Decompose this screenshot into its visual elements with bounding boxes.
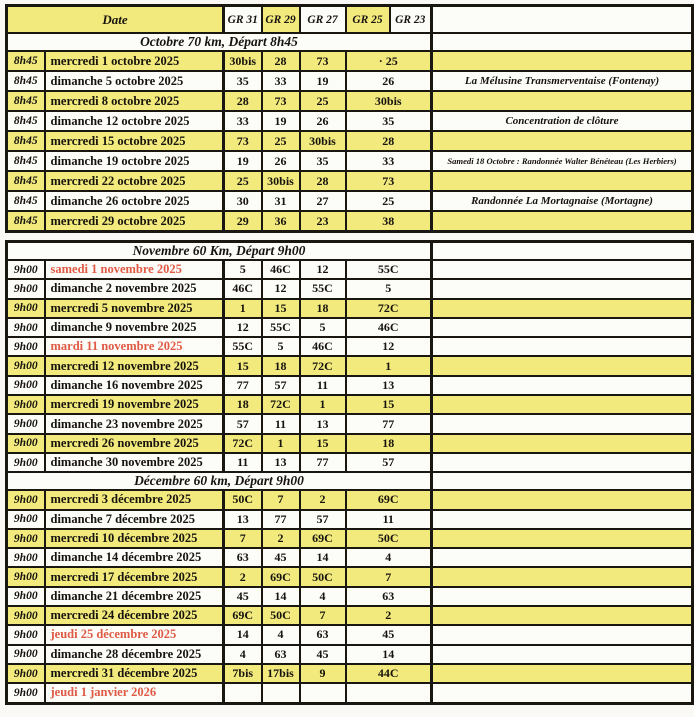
- gr27-value-cell: 72C: [300, 356, 346, 375]
- time-cell: 9h00: [7, 318, 45, 337]
- date-cell: jeudi 1 janvier 2026: [45, 683, 224, 703]
- date-cell: mercredi 29 octobre 2025: [45, 211, 224, 232]
- time-cell: 8h45: [7, 51, 45, 71]
- gr31-value-cell: 72C: [224, 434, 262, 453]
- gr27-value-cell: 19: [300, 71, 346, 91]
- date-cell: mercredi 15 octobre 2025: [45, 131, 224, 151]
- note-cell: [432, 376, 693, 395]
- gr25-23-merged-value-cell: 46C: [346, 318, 432, 337]
- gr29-column-header: GR 29: [262, 6, 300, 34]
- date-cell: mercredi 1 octobre 2025: [45, 51, 224, 71]
- gr29-value-cell: 14: [262, 587, 300, 606]
- gr25-23-merged-value-cell: 33: [346, 151, 432, 171]
- gr27-value-cell: 9: [300, 664, 346, 683]
- schedule-row: [7, 376, 693, 395]
- note-cell: [432, 337, 693, 356]
- schedule-row: [7, 211, 693, 232]
- date-cell: mercredi 26 novembre 2025: [45, 434, 224, 453]
- time-cell: 8h45: [7, 91, 45, 111]
- schedule-row: [7, 434, 693, 453]
- time-cell: 9h00: [7, 260, 45, 279]
- gr31-value-cell: 7bis: [224, 664, 262, 683]
- date-cell: dimanche 26 octobre 2025: [45, 191, 224, 211]
- gr31-value-cell: 77: [224, 376, 262, 395]
- gr29-value-cell: 31: [262, 191, 300, 211]
- gr27-value-cell: 35: [300, 151, 346, 171]
- gr27-value-cell: [300, 683, 346, 703]
- time-cell: 9h00: [7, 587, 45, 606]
- gr29-value-cell: 25: [262, 131, 300, 151]
- date-cell: dimanche 5 octobre 2025: [45, 71, 224, 91]
- schedule-row: [7, 414, 693, 433]
- schedule-row: [7, 318, 693, 337]
- gr29-value-cell: 13: [262, 453, 300, 472]
- note-cell: [432, 625, 693, 644]
- gr25-column-header: GR 25: [346, 6, 390, 34]
- note-cell: [432, 414, 693, 433]
- date-cell: dimanche 12 octobre 2025: [45, 111, 224, 131]
- gr29-value-cell: 30bis: [262, 171, 300, 191]
- time-cell: 8h45: [7, 151, 45, 171]
- time-cell: 9h00: [7, 625, 45, 644]
- date-cell: dimanche 9 novembre 2025: [45, 318, 224, 337]
- gr31-value-cell: 73: [224, 131, 262, 151]
- schedule-row: [7, 51, 693, 71]
- gr29-value-cell: 45: [262, 548, 300, 567]
- gr31-value-cell: 25: [224, 171, 262, 191]
- time-cell: 8h45: [7, 71, 45, 91]
- gr27-value-cell: 45: [300, 645, 346, 664]
- gr27-value-cell: 63: [300, 625, 346, 644]
- note-cell: [432, 131, 693, 151]
- gr23-column-header: GR 23: [390, 6, 432, 34]
- gr25-23-merged-value-cell: 57: [346, 453, 432, 472]
- note-cell: [432, 91, 693, 111]
- gr25-23-merged-value-cell: 28: [346, 131, 432, 151]
- gr25-23-merged-value-cell: 4: [346, 548, 432, 567]
- gr29-value-cell: 50C: [262, 606, 300, 625]
- time-cell: 9h00: [7, 434, 45, 453]
- date-cell: dimanche 2 novembre 2025: [45, 279, 224, 298]
- note-cell: [432, 548, 693, 567]
- gr25-23-merged-value-cell: 11: [346, 510, 432, 529]
- gr29-value-cell: 46C: [262, 260, 300, 279]
- gr27-value-cell: 50C: [300, 567, 346, 586]
- gr29-value-cell: 7: [262, 490, 300, 509]
- schedule-row: [7, 71, 693, 91]
- note-cell: La Mélusine Transmerventaise (Fontenay): [432, 71, 693, 91]
- gr31-value-cell: 35: [224, 71, 262, 91]
- note-cell: Concentration de clôture: [432, 111, 693, 131]
- column-header-row: [7, 6, 693, 34]
- gr27-value-cell: 30bis: [300, 131, 346, 151]
- time-cell: 9h00: [7, 606, 45, 625]
- schedule-table-nov-dec: [5, 240, 694, 705]
- date-column-header: Date: [7, 6, 224, 34]
- gr27-value-cell: 25: [300, 91, 346, 111]
- date-cell: dimanche 19 octobre 2025: [45, 151, 224, 171]
- gr29-value-cell: 12: [262, 279, 300, 298]
- schedule-row: [7, 453, 693, 472]
- note-cell: [432, 664, 693, 683]
- note-cell: [432, 453, 693, 472]
- gr27-value-cell: 26: [300, 111, 346, 131]
- gr29-value-cell: 36: [262, 211, 300, 232]
- gr31-value-cell: 28: [224, 91, 262, 111]
- gr27-value-cell: 77: [300, 453, 346, 472]
- gr31-value-cell: 11: [224, 453, 262, 472]
- gr31-value-cell: 14: [224, 625, 262, 644]
- section-title: Décembre 60 km, Départ 9h00: [7, 472, 432, 490]
- gr27-value-cell: 1: [300, 395, 346, 414]
- section-header-row: [7, 33, 693, 51]
- schedule-row: [7, 356, 693, 375]
- time-cell: 8h45: [7, 131, 45, 151]
- schedule-row: [7, 587, 693, 606]
- gr29-value-cell: 18: [262, 356, 300, 375]
- gr25-23-merged-value-cell: 7: [346, 567, 432, 586]
- note-cell: [432, 395, 693, 414]
- date-cell: dimanche 21 décembre 2025: [45, 587, 224, 606]
- gr31-value-cell: 63: [224, 548, 262, 567]
- schedule-row: [7, 91, 693, 111]
- time-cell: 9h00: [7, 510, 45, 529]
- note-cell: [432, 318, 693, 337]
- gr27-value-cell: 5: [300, 318, 346, 337]
- gr29-value-cell: 28: [262, 51, 300, 71]
- schedule-row: [7, 151, 693, 171]
- date-cell: mercredi 10 décembre 2025: [45, 529, 224, 548]
- note-cell: Samedi 18 Octobre : Randonnée Walter Bénéteau (Les Herbiers): [432, 151, 693, 171]
- date-cell: mercredi 17 décembre 2025: [45, 567, 224, 586]
- gr31-value-cell: 12: [224, 318, 262, 337]
- note-cell: [432, 171, 693, 191]
- gr25-23-merged-value-cell: 25: [346, 191, 432, 211]
- gr25-23-merged-value-cell: 13: [346, 376, 432, 395]
- gr27-value-cell: 7: [300, 606, 346, 625]
- gr31-value-cell: 50C: [224, 490, 262, 509]
- date-cell: dimanche 7 décembre 2025: [45, 510, 224, 529]
- time-cell: 9h00: [7, 548, 45, 567]
- time-cell: 9h00: [7, 356, 45, 375]
- schedule-table-october: [5, 4, 694, 233]
- note-cell: [432, 606, 693, 625]
- date-cell: mercredi 24 décembre 2025: [45, 606, 224, 625]
- gr27-value-cell: 28: [300, 171, 346, 191]
- gr29-value-cell: 5: [262, 337, 300, 356]
- gr29-value-cell: 77: [262, 510, 300, 529]
- gr25-23-merged-value-cell: 2: [346, 606, 432, 625]
- gr25-23-merged-value-cell: 26: [346, 71, 432, 91]
- schedule-row: [7, 131, 693, 151]
- gr27-value-cell: 12: [300, 260, 346, 279]
- note-cell: [432, 587, 693, 606]
- section-header-row: [7, 472, 693, 490]
- gr31-value-cell: 55C: [224, 337, 262, 356]
- gr25-23-merged-value-cell: 45: [346, 625, 432, 644]
- date-cell: mercredi 31 décembre 2025: [45, 664, 224, 683]
- note-cell: Randonnée La Mortagnaise (Mortagne): [432, 191, 693, 211]
- gr29-value-cell: 11: [262, 414, 300, 433]
- gr25-23-merged-value-cell: 55C: [346, 260, 432, 279]
- schedule-row: [7, 683, 693, 703]
- time-cell: 9h00: [7, 414, 45, 433]
- schedule-row: [7, 664, 693, 683]
- gr29-value-cell: 1: [262, 434, 300, 453]
- gr27-value-cell: 69C: [300, 529, 346, 548]
- gr25-23-merged-value-cell: 44C: [346, 664, 432, 683]
- section-title: Novembre 60 Km, Départ 9h00: [7, 242, 432, 261]
- gr29-value-cell: 15: [262, 299, 300, 318]
- gr29-value-cell: 2: [262, 529, 300, 548]
- date-cell: mercredi 3 décembre 2025: [45, 490, 224, 509]
- schedule-row: [7, 510, 693, 529]
- time-cell: 9h00: [7, 337, 45, 356]
- gr31-value-cell: 57: [224, 414, 262, 433]
- gr29-value-cell: 72C: [262, 395, 300, 414]
- gr25-23-merged-value-cell: [346, 683, 432, 703]
- time-cell: 8h45: [7, 211, 45, 232]
- gr29-value-cell: 4: [262, 625, 300, 644]
- date-cell: dimanche 28 décembre 2025: [45, 645, 224, 664]
- schedule-row: [7, 548, 693, 567]
- gr31-value-cell: 13: [224, 510, 262, 529]
- gr25-23-merged-value-cell: 15: [346, 395, 432, 414]
- time-cell: 9h00: [7, 395, 45, 414]
- gr29-value-cell: 73: [262, 91, 300, 111]
- gr31-value-cell: 19: [224, 151, 262, 171]
- gr27-value-cell: 15: [300, 434, 346, 453]
- schedule-row: [7, 567, 693, 586]
- note-cell: [432, 645, 693, 664]
- note-cell: [432, 211, 693, 232]
- date-cell: dimanche 16 novembre 2025: [45, 376, 224, 395]
- gr25-23-merged-value-cell: 69C: [346, 490, 432, 509]
- gr29-value-cell: 63: [262, 645, 300, 664]
- gr31-value-cell: 69C: [224, 606, 262, 625]
- time-cell: 9h00: [7, 567, 45, 586]
- gr29-value-cell: 19: [262, 111, 300, 131]
- date-cell: mercredi 12 novembre 2025: [45, 356, 224, 375]
- schedule-row: [7, 171, 693, 191]
- date-cell: mercredi 5 novembre 2025: [45, 299, 224, 318]
- gr25-23-merged-value-cell: 18: [346, 434, 432, 453]
- time-cell: 9h00: [7, 490, 45, 509]
- gr27-value-cell: 57: [300, 510, 346, 529]
- note-cell: [432, 510, 693, 529]
- gr27-value-cell: 11: [300, 376, 346, 395]
- gr31-value-cell: 45: [224, 587, 262, 606]
- schedule-row: [7, 111, 693, 131]
- gr25-23-merged-value-cell: 12: [346, 337, 432, 356]
- time-cell: 9h00: [7, 645, 45, 664]
- time-cell: 9h00: [7, 664, 45, 683]
- time-cell: 9h00: [7, 683, 45, 703]
- section-title: Octobre 70 km, Départ 8h45: [7, 33, 432, 51]
- date-cell: dimanche 23 novembre 2025: [45, 414, 224, 433]
- gr31-value-cell: 2: [224, 567, 262, 586]
- schedule-row: [7, 279, 693, 298]
- gr31-value-cell: 7: [224, 529, 262, 548]
- time-cell: 8h45: [7, 111, 45, 131]
- gr29-value-cell: 26: [262, 151, 300, 171]
- gr27-column-header: GR 27: [300, 6, 346, 34]
- note-cell: [432, 529, 693, 548]
- gr27-value-cell: 23: [300, 211, 346, 232]
- notes-column-header: [432, 6, 693, 34]
- gr29-value-cell: 57: [262, 376, 300, 395]
- gr31-value-cell: 46C: [224, 279, 262, 298]
- gr31-value-cell: 5: [224, 260, 262, 279]
- time-cell: 9h00: [7, 279, 45, 298]
- section-notes-cell: [432, 242, 693, 261]
- note-cell: [432, 434, 693, 453]
- gr29-value-cell: [262, 683, 300, 703]
- gr25-23-merged-value-cell: 1: [346, 356, 432, 375]
- gr25-23-merged-value-cell: 30bis: [346, 91, 432, 111]
- note-cell: [432, 260, 693, 279]
- section-notes-cell: [432, 33, 693, 51]
- schedule-row: [7, 529, 693, 548]
- gr25-23-merged-value-cell: 5: [346, 279, 432, 298]
- gr25-23-merged-value-cell: 35: [346, 111, 432, 131]
- schedule-row: [7, 490, 693, 509]
- gr31-value-cell: 18: [224, 395, 262, 414]
- schedule-row: [7, 337, 693, 356]
- gr27-value-cell: 4: [300, 587, 346, 606]
- date-cell: samedi 1 novembre 2025: [45, 260, 224, 279]
- time-cell: 9h00: [7, 299, 45, 318]
- gr31-value-cell: 4: [224, 645, 262, 664]
- gr27-value-cell: 13: [300, 414, 346, 433]
- gr29-value-cell: 69C: [262, 567, 300, 586]
- date-cell: mercredi 19 novembre 2025: [45, 395, 224, 414]
- gr25-23-merged-value-cell: 38: [346, 211, 432, 232]
- gr31-column-header: GR 31: [224, 6, 262, 34]
- date-cell: mercredi 8 octobre 2025: [45, 91, 224, 111]
- gr25-23-merged-value-cell: 77: [346, 414, 432, 433]
- time-cell: 9h00: [7, 376, 45, 395]
- gr27-value-cell: 14: [300, 548, 346, 567]
- gr29-value-cell: 17bis: [262, 664, 300, 683]
- gr25-23-merged-value-cell: 14: [346, 645, 432, 664]
- time-cell: 8h45: [7, 191, 45, 211]
- gr29-value-cell: 55C: [262, 318, 300, 337]
- time-cell: 9h00: [7, 453, 45, 472]
- date-cell: jeudi 25 décembre 2025: [45, 625, 224, 644]
- note-cell: [432, 356, 693, 375]
- gr29-value-cell: 33: [262, 71, 300, 91]
- gr31-value-cell: 33: [224, 111, 262, 131]
- time-cell: 8h45: [7, 171, 45, 191]
- note-cell: [432, 279, 693, 298]
- gr25-23-merged-value-cell: · 25: [346, 51, 432, 71]
- gr27-value-cell: 18: [300, 299, 346, 318]
- schedule-row: [7, 260, 693, 279]
- schedule-row: [7, 606, 693, 625]
- gr27-value-cell: 27: [300, 191, 346, 211]
- gr27-value-cell: 55C: [300, 279, 346, 298]
- gr25-23-merged-value-cell: 72C: [346, 299, 432, 318]
- note-cell: [432, 51, 693, 71]
- schedule-row: [7, 625, 693, 644]
- note-cell: [432, 683, 693, 703]
- note-cell: [432, 299, 693, 318]
- gr27-value-cell: 2: [300, 490, 346, 509]
- gr27-value-cell: 73: [300, 51, 346, 71]
- gr31-value-cell: [224, 683, 262, 703]
- date-cell: mercredi 22 octobre 2025: [45, 171, 224, 191]
- gr31-value-cell: 15: [224, 356, 262, 375]
- schedule-row: [7, 299, 693, 318]
- section-header-row: [7, 242, 693, 261]
- schedule-row: [7, 395, 693, 414]
- gr25-23-merged-value-cell: 50C: [346, 529, 432, 548]
- date-cell: mardi 11 novembre 2025: [45, 337, 224, 356]
- gr31-value-cell: 29: [224, 211, 262, 232]
- section-notes-cell: [432, 472, 693, 490]
- date-cell: dimanche 30 novembre 2025: [45, 453, 224, 472]
- note-cell: [432, 490, 693, 509]
- schedule-row: [7, 191, 693, 211]
- time-cell: 9h00: [7, 529, 45, 548]
- gr25-23-merged-value-cell: 73: [346, 171, 432, 191]
- gr31-value-cell: 30bis: [224, 51, 262, 71]
- gr27-value-cell: 46C: [300, 337, 346, 356]
- date-cell: dimanche 14 décembre 2025: [45, 548, 224, 567]
- gr31-value-cell: 1: [224, 299, 262, 318]
- gr25-23-merged-value-cell: 63: [346, 587, 432, 606]
- note-cell: [432, 567, 693, 586]
- schedule-row: [7, 645, 693, 664]
- gr31-value-cell: 30: [224, 191, 262, 211]
